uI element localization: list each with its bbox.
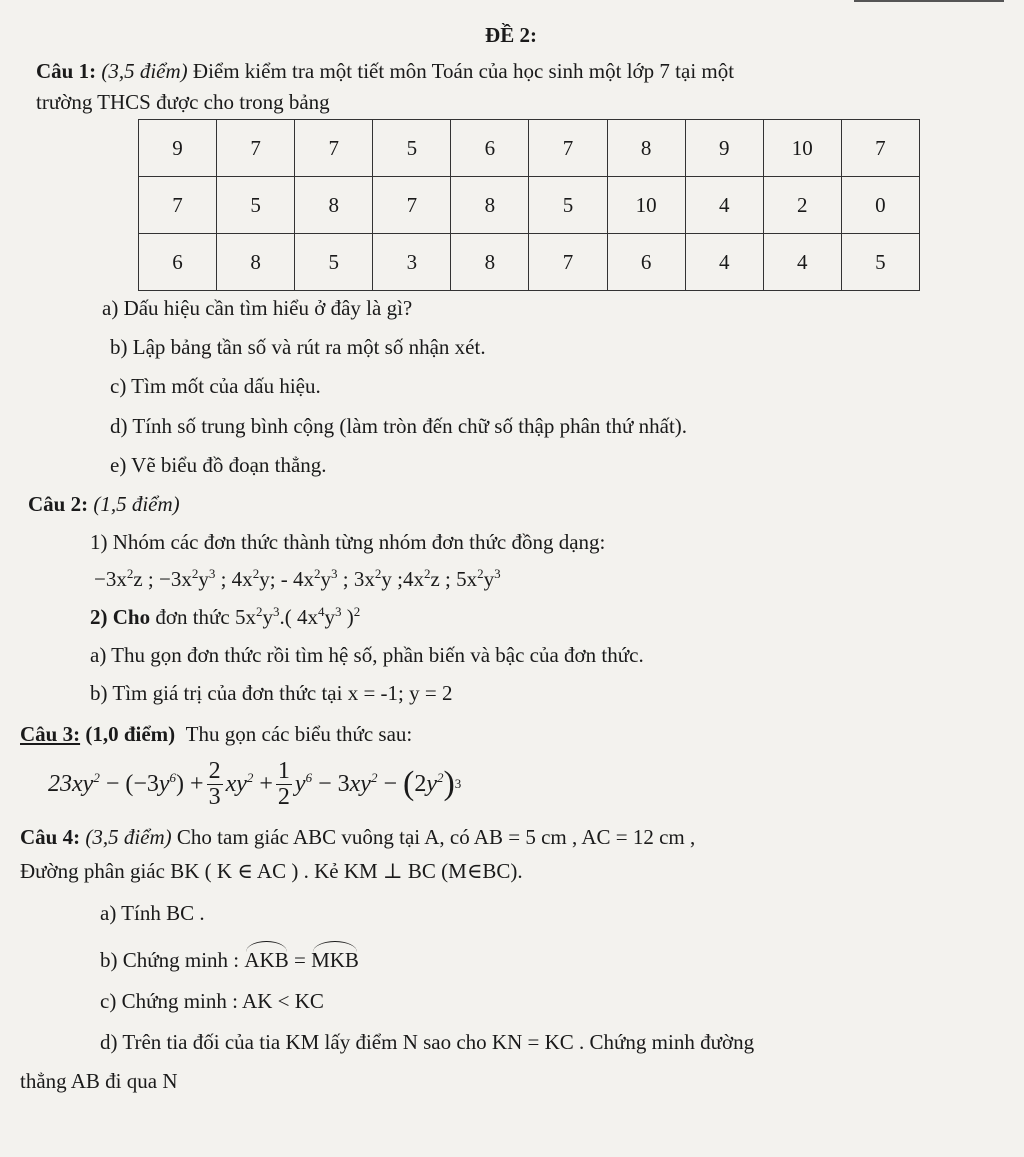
q4-text-line2: Đường phân giác BK ( K ∈ AC ) . Kẻ KM ⊥ BC (M∈BC). (20, 859, 523, 884)
q1-item-e: e) Vẽ biểu đồ đoạn thẳng. (110, 452, 327, 477)
table-cell: 5 (373, 119, 451, 176)
q1-text-line1: Điểm kiểm tra một tiết môn Toán của học sinh một lớp 7 tại một (192, 59, 735, 84)
exam-title: ĐỀ 2: (485, 23, 537, 47)
q1-items (102, 295, 1004, 478)
table-cell: 7 (217, 119, 295, 176)
q4-text-line1: Cho tam giác ABC vuông tại A, có AB = 5 cm , AC = 12 cm , (176, 825, 696, 850)
table-cell: 8 (451, 233, 529, 290)
table-cell: 10 (607, 176, 685, 233)
table-cell: 4 (763, 233, 841, 290)
table-cell: 9 (685, 119, 763, 176)
table-row (139, 176, 920, 233)
q4-item-b-eq: = (288, 947, 312, 972)
q1-points: (3,5 điểm) (101, 59, 188, 84)
table-cell: 0 (841, 176, 919, 233)
table-cell: 10 (763, 119, 841, 176)
table-cell: 9 (139, 119, 217, 176)
q2-sub1: 1) Nhóm các đơn thức thành từng nhóm đơn thức đồng dạng: (90, 530, 606, 555)
table-cell: 3 (373, 233, 451, 290)
table-cell: 5 (295, 233, 373, 290)
q2-label: Câu 2: (28, 492, 89, 516)
q4-item-b-prefix: b) Chứng minh : (100, 947, 245, 972)
q2-sub2 (90, 604, 1004, 630)
q4-points: (3,5 điểm) (85, 825, 172, 850)
q2-item-a: a) Thu gọn đơn thức rồi tìm hệ số, phần biến và bậc của đơn thức. (90, 643, 644, 667)
table-row (139, 233, 920, 290)
table-cell: 7 (139, 176, 217, 233)
table-cell: 6 (451, 119, 529, 176)
q2-heading (28, 491, 1004, 517)
q2-sub2-text: đơn thức (150, 604, 235, 629)
table-cell: 8 (217, 233, 295, 290)
q2-monomial-list: $-3x^2z$ ; $-3x^2y^3$ ; $4x^2y$; - $4x^2y^3$ ; $3x^2y$ $;4x^2z$ ; $5x^2y^3$ (94, 565, 501, 591)
table-cell: 5 (841, 233, 919, 290)
table-cell: 5 (529, 176, 607, 233)
q4-item-d: d) Trên tia đối của tia KM lấy điểm N sao cho KN = KC . Chứng minh đường (100, 1030, 755, 1055)
q3-label: Câu 3: (20, 721, 81, 746)
q3-text: Thu gọn các biểu thức sau: (185, 721, 413, 746)
fraction-two-thirds: $\frac{2}{3}$ (208, 757, 221, 810)
q3-heading (20, 721, 1004, 747)
angle-akb: AKB (244, 941, 288, 973)
q2-monomial: $5x^2y^3$.( $4x^4y^3$ )$^2$ (235, 603, 361, 629)
q4-item-b (100, 941, 1004, 973)
q4-heading (20, 824, 1004, 850)
table-cell: 7 (841, 119, 919, 176)
table-cell: 6 (607, 233, 685, 290)
q1-item-c: c) Tìm mốt của dấu hiệu. (110, 374, 321, 399)
q3-expression: $23xy^2$ − (−3 $y^6$ ) + $\frac{2}{3}$ $xy^2$ + $\frac{1}{2}$ $y^6$ − 3 $xy^2$ − ( 2 $y^2$ ) 3 (48, 757, 462, 810)
angle-mkb: MKB (311, 941, 359, 973)
fraction-one-half: $\frac{1}{2}$ (277, 757, 290, 810)
table-cell: 7 (529, 233, 607, 290)
score-table (138, 119, 920, 291)
table-cell: 2 (763, 176, 841, 233)
q4-label: Câu 4: (20, 825, 81, 850)
q3-points: (1,0 điểm) (85, 721, 176, 746)
table-cell: 7 (373, 176, 451, 233)
q2-sub2-label: 2) Cho (90, 604, 151, 629)
q1-label: Câu 1: (36, 59, 97, 84)
q2-items (90, 642, 1004, 707)
q2-points: (1,5 điểm) (93, 492, 180, 516)
top-rule (854, 0, 1004, 2)
table-cell: 8 (451, 176, 529, 233)
q1-item-b: b) Lập bảng tần số và rút ra một số nhận xét. (110, 335, 486, 359)
table-cell: 7 (529, 119, 607, 176)
table-cell: 4 (685, 176, 763, 233)
table-cell: 8 (295, 176, 373, 233)
q1-item-a: a) Dấu hiệu cần tìm hiểu ở đây là gì? (102, 295, 413, 320)
q4-items (100, 900, 1004, 1056)
table-cell: 4 (685, 233, 763, 290)
table-cell: 6 (139, 233, 217, 290)
q4-item-c: c) Chứng minh : AK < KC (100, 989, 324, 1014)
q1-item-d: d) Tính số trung bình cộng (làm tròn đến chữ số thập phân thứ nhất). (110, 413, 688, 438)
table-cell: 5 (217, 176, 295, 233)
table-row (139, 119, 920, 176)
q4-item-d-cont: thẳng AB đi qua N (20, 1068, 178, 1093)
q1-heading (36, 58, 1004, 84)
table-cell: 8 (607, 119, 685, 176)
table-cell: 7 (295, 119, 373, 176)
q2-item-b: b) Tìm giá trị của đơn thức tại x = -1; y = 2 (90, 681, 453, 706)
q1-text-line2: trường THCS được cho trong bảng (36, 89, 330, 114)
q4-item-a: a) Tính BC . (100, 900, 205, 925)
